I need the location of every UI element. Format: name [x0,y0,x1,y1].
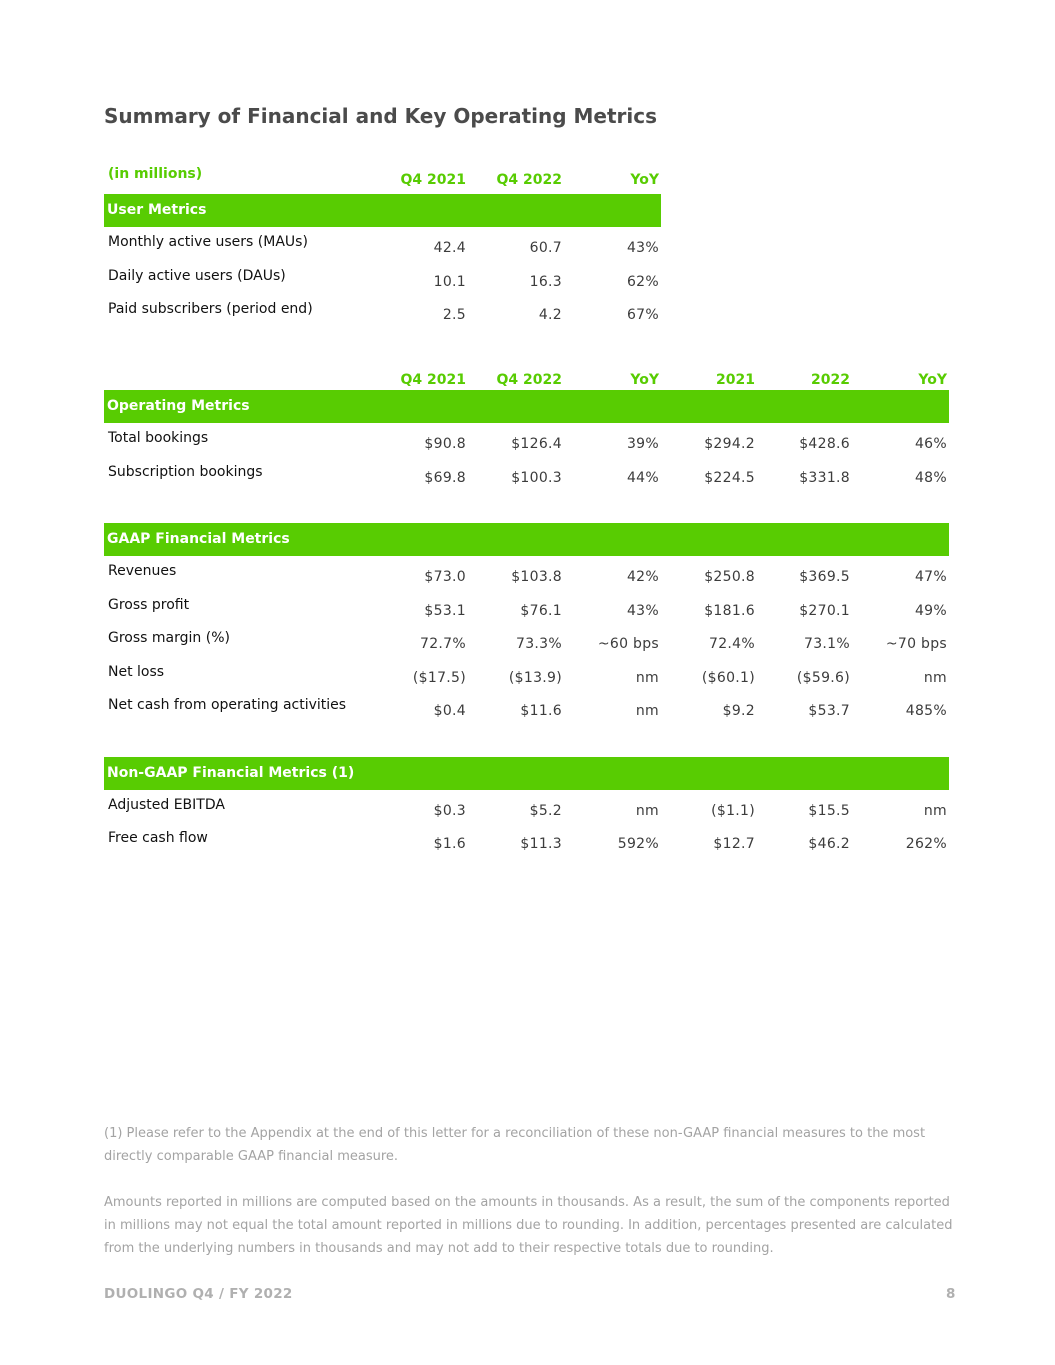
row-label: Net cash from operating activities [108,697,347,713]
cell-value: $15.5 [808,802,850,819]
table-row [104,623,949,657]
cell-value: $76.1 [520,602,562,619]
row-label: Daily active users (DAUs) [108,267,286,284]
cell-value: $5.2 [529,802,562,819]
col-header: Q4 2021 [400,172,466,188]
cell-value: $294.2 [704,436,755,452]
cell-value: ($17.5) [412,669,466,686]
col-header: 2021 [716,372,755,388]
col-header: 2022 [811,372,850,388]
section-band [104,194,661,227]
cell-value: 73.3% [516,636,562,652]
cell-value: 42.4 [433,240,466,256]
footnote-rounding: Amounts reported in millions are computed based on the amounts in thousands. As a result, the sum of the components reported in millions may not equal the total amount reported in millions due to rounding. In addition, percentages presented are calculated from the underlying numbers in thousands and may not add to their respective totals due to rounding. [104,1195,953,1256]
row-label: Gross margin (%) [108,630,230,646]
cell-value: $0.3 [433,802,466,819]
cell-value: 73.1% [804,636,850,652]
cell-value: $369.5 [799,569,850,585]
cell-value: 485% [905,703,947,719]
cell-value: $11.6 [520,703,562,719]
cell-value: ~60 bps [597,636,659,652]
table-row [104,556,949,590]
cell-value: 46% [914,436,947,452]
cell-value: $331.8 [799,469,850,486]
table-row [104,657,949,691]
cell-value: 16.3 [529,273,562,290]
cell-value: $53.1 [424,602,466,619]
table-row [104,590,949,624]
footer-company: DUOLINGO Q4 / FY 2022 [104,1286,293,1302]
section-title: User Metrics [107,202,207,218]
row-label: Gross profit [108,596,190,613]
financial-header [104,372,949,390]
section-band [104,390,949,423]
cell-value: 4.2 [538,307,562,323]
cell-value: 10.1 [433,273,466,290]
table-row [104,823,949,857]
section-title: Operating Metrics [107,398,250,414]
cell-value: nm [923,802,947,819]
cell-value: ($60.1) [701,669,755,686]
table-row [104,457,949,491]
user-metrics-table [104,166,661,328]
cell-value: 72.7% [420,636,466,652]
cell-value: 43% [626,240,659,256]
cell-value: 67% [626,307,659,323]
cell-value: nm [635,669,659,686]
col-header: Q4 2022 [496,372,562,388]
cell-value: $181.6 [704,602,755,619]
cell-value: 39% [626,436,659,452]
cell-value: $428.6 [799,436,850,452]
table-section [104,757,949,857]
cell-value: $270.1 [799,602,850,619]
row-label: Adjusted EBITDA [108,796,225,813]
cell-value: $103.8 [511,569,562,585]
cell-value: 592% [617,836,659,852]
cell-value: 262% [905,836,947,852]
row-label: Free cash flow [108,830,208,846]
cell-value: $0.4 [433,703,466,719]
cell-value: 48% [914,469,947,486]
section-title: Non-GAAP Financial Metrics (1) [107,764,355,781]
cell-value: nm [635,703,659,719]
page-number: 8 [946,1286,956,1302]
row-label: Total bookings [108,430,209,446]
cell-value: $69.8 [424,469,466,486]
cell-value: ($13.9) [508,669,562,686]
col-header: Q4 2022 [496,172,562,188]
units-label: (in millions) [108,166,203,182]
section-band [104,523,949,556]
cell-value: $100.3 [511,469,562,486]
row-label: Paid subscribers (period end) [108,301,313,317]
cell-value: $46.2 [808,836,850,852]
col-header: Q4 2021 [400,372,466,388]
cell-value: $73.0 [424,569,466,585]
cell-value: 60.7 [529,240,562,256]
table-row [104,261,661,295]
table-section [104,523,949,724]
table-row [104,294,661,328]
cell-value: ~70 bps [885,636,947,652]
cell-value: 42% [626,569,659,585]
table-row [104,790,949,824]
cell-value: 47% [914,569,947,585]
cell-value: $224.5 [704,469,755,486]
page-title: Summary of Financial and Key Operating Metrics [104,104,658,128]
cell-value: ($1.1) [711,802,755,819]
cell-value: nm [635,802,659,819]
cell-value: $250.8 [704,569,755,585]
row-label: Net loss [108,663,165,680]
row-label: Subscription bookings [108,463,263,480]
cell-value: $53.7 [808,703,850,719]
cell-value: 44% [626,469,659,486]
cell-value: nm [923,669,947,686]
table-row [104,423,949,457]
col-header: YoY [630,372,659,388]
cell-value: 49% [914,602,947,619]
col-header: YoY [918,372,947,388]
col-header: YoY [630,172,659,188]
cell-value: $1.6 [433,836,466,852]
row-label: Monthly active users (MAUs) [108,234,308,250]
financial-metrics-table [104,372,949,857]
table-section [104,390,949,490]
table-row [104,690,949,724]
footnote-nongaap: (1) Please refer to the Appendix at the end of this letter for a reconciliation of these non-GAAP financial measures to the most directly comparable GAAP financial measure. [104,1126,926,1164]
cell-value: 43% [626,602,659,619]
table-row [104,227,661,261]
cell-value: $90.8 [424,436,466,452]
cell-value: $11.3 [520,836,562,852]
cell-value: 2.5 [442,307,466,323]
cell-value: $126.4 [511,436,562,452]
section-title: GAAP Financial Metrics [107,531,290,547]
cell-value: $12.7 [713,836,755,852]
cell-value: $9.2 [722,703,755,719]
cell-value: 72.4% [709,636,755,652]
section-band [104,757,949,790]
cell-value: 62% [626,273,659,290]
user-metrics-header [104,166,661,194]
row-label: Revenues [108,563,177,579]
cell-value: ($59.6) [796,669,850,686]
